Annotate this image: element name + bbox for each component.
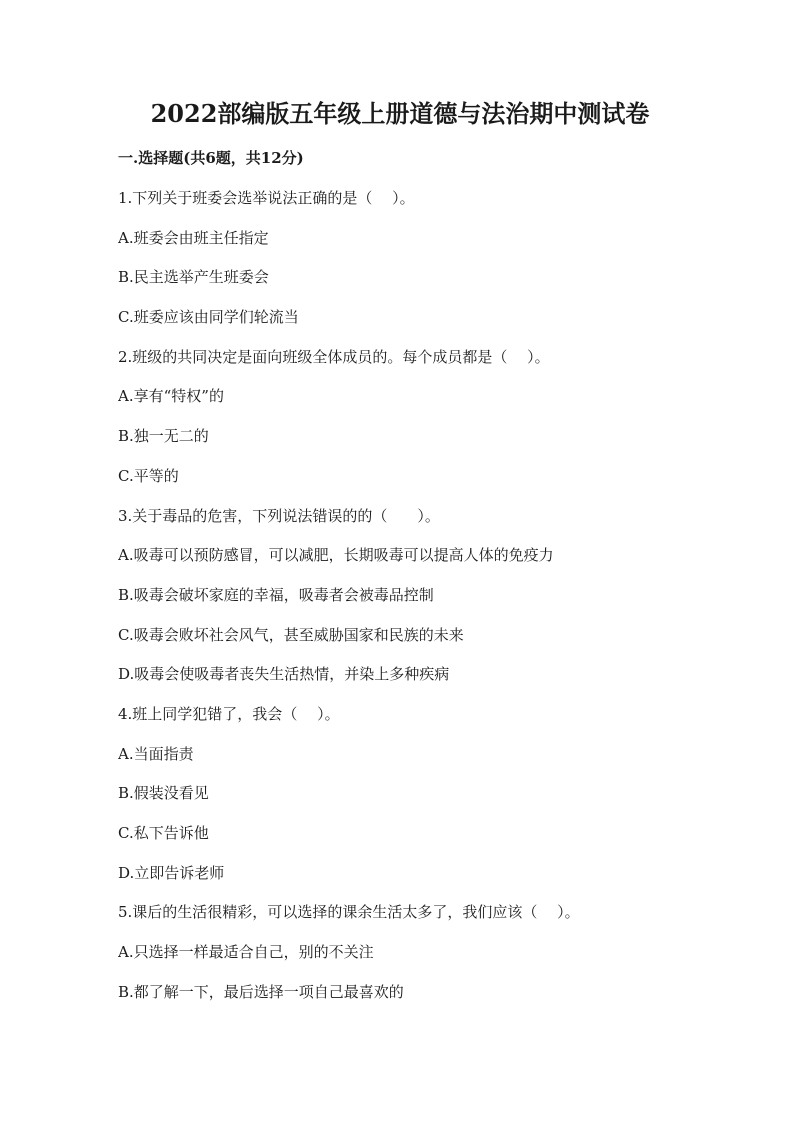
answer-option: B.吸毒会破坏家庭的幸福，吸毒者会被毒品控制: [118, 585, 434, 604]
answer-option: A.班委会由班主任指定: [118, 228, 269, 247]
section-heading: 一.选择题(共6题，共12分): [118, 149, 304, 167]
answer-option: A.吸毒可以预防感冒，可以减肥，长期吸毒可以提高人体的免疫力: [118, 546, 554, 565]
answer-option: B.假装没看见: [118, 784, 209, 803]
answer-option: C.班委应该由同学们轮流当: [118, 308, 299, 327]
question-text: 3.关于毒品的危害，下列说法错误的的（ ）。: [118, 506, 440, 525]
answer-option: D.吸毒会使吸毒者丧失生活热情，并染上多种疾病: [118, 665, 450, 684]
answer-option: C.平等的: [118, 466, 179, 485]
page-title: 2022部编版五年级上册道德与法治期中测试卷: [150, 99, 650, 128]
answer-option: A.享有“特权”的: [118, 387, 224, 406]
answer-option: B.民主选举产生班委会: [118, 268, 269, 287]
answer-option: B.都了解一下，最后选择一项自己最喜欢的: [118, 982, 404, 1001]
answer-option: A.当面指责: [118, 744, 194, 763]
question-text: 4.班上同学犯错了，我会（ ）。: [118, 704, 340, 723]
answer-option: D.立即告诉老师: [118, 863, 225, 882]
answer-option: C.吸毒会败坏社会风气，甚至威胁国家和民族的未来: [118, 625, 464, 644]
answer-option: C.私下告诉他: [118, 824, 209, 842]
question-text: 2.班级的共同决定是面向班级全体成员的。每个成员都是（ ）。: [118, 347, 550, 366]
question-text: 1.下列关于班委会选举说法正确的是（ ）。: [118, 189, 415, 207]
question-text: 5.课后的生活很精彩，可以选择的课余生活太多了，我们应该（ ）。: [118, 903, 580, 922]
question-list: [118, 185, 778, 1018]
answer-option: A.只选择一样最适合自己，别的不关注: [118, 943, 374, 962]
answer-option: B.独一无二的: [118, 427, 209, 446]
